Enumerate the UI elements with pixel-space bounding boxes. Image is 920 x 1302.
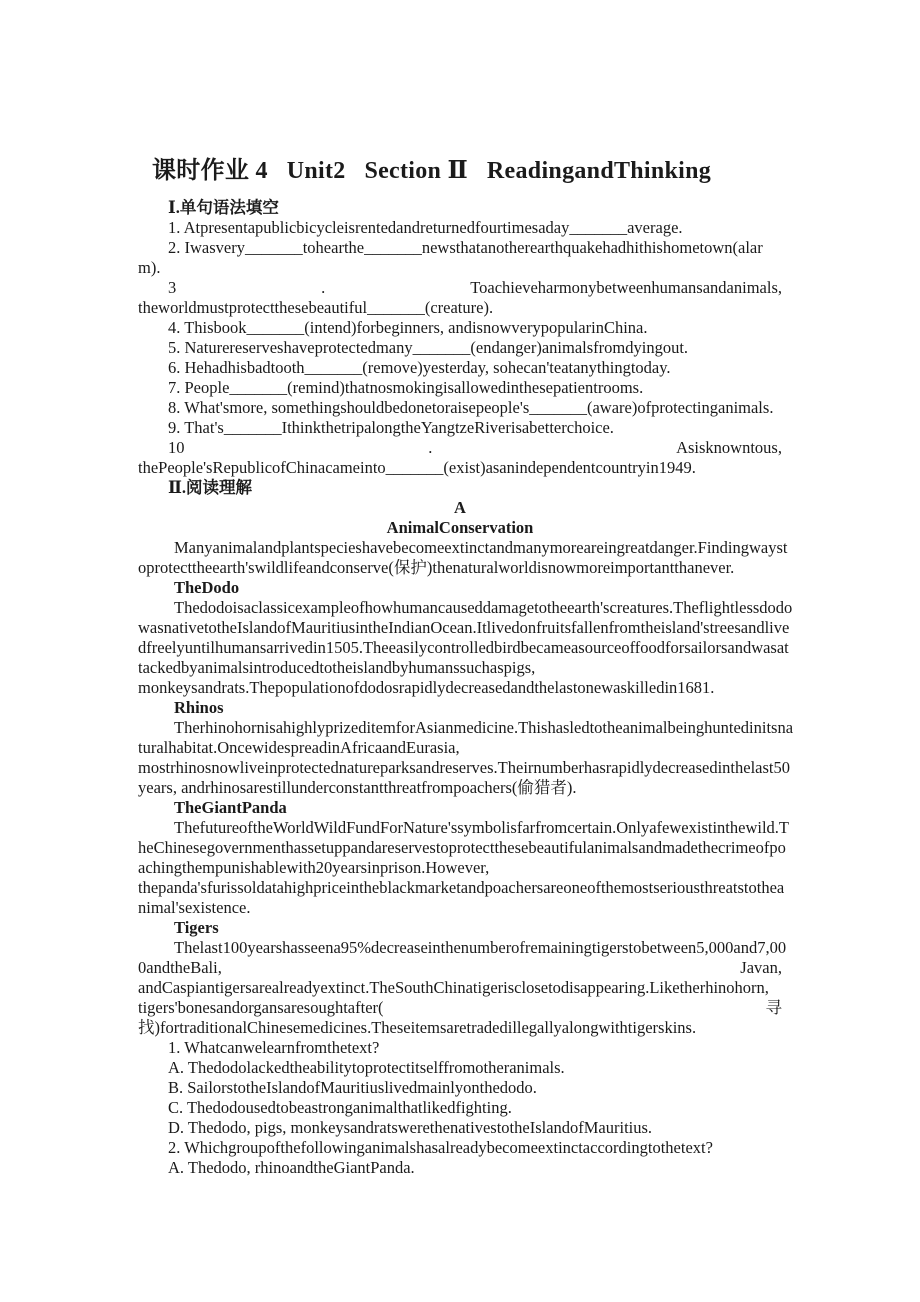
grammar-item-5: 5. Naturereserveshaveprotectedmany_______(endanger)animalsfromdyingout. bbox=[168, 338, 689, 357]
passage-line: Thelast100yearshasseena95%decreaseinthenumberofremainingtigerstobetween5,000and7,00 bbox=[174, 938, 787, 957]
passage-line: wasnativetotheIslandofMauritiusintheIndianOcean.Itlivedonfruitsfallenfromtheisland'streesandlive bbox=[138, 618, 790, 637]
grammar-item-3 bbox=[138, 278, 782, 298]
grammar-item-9: 9. That's_______IthinkthetripalongtheYangtzeRiverisabetterchoice. bbox=[168, 418, 614, 437]
question-1-option-a: A. Thedodolackedtheabilitytoprotectitselffromotheranimals. bbox=[168, 1058, 565, 1077]
passage-line: Thedodoisaclassicexampleofhowhumancauseddamagetotheearth'screatures.Theflightlessdodo bbox=[174, 598, 793, 617]
passage-label: A bbox=[454, 498, 466, 517]
subheading-the-dodo: TheDodo bbox=[174, 578, 240, 597]
grammar-item-8: 8. What'smore, somethingshouldbedonetoraisepeople's_______(aware)ofprotectinganimals. bbox=[168, 398, 774, 417]
grammar-section-heading: Ⅰ.单句语法填空 bbox=[168, 198, 279, 217]
question-1-option-d: D. Thedodo, pigs, monkeysandratswerethenativestotheIslandofMauritius. bbox=[168, 1118, 653, 1137]
passage-line: Manyanimalandplantspecieshavebecomeextinctandmanymoreareingreatdanger.Findingwayst bbox=[174, 538, 788, 557]
passage-line: monkeysandrats.Thepopulationofdodosrapidlydecreasedandthelastonewaskilledin1681. bbox=[138, 678, 715, 697]
grammar-item-10-cont: thePeople'sRepublicofChinacameinto_______(exist)asanindependentcountryin1949. bbox=[138, 458, 696, 477]
passage-line-justified bbox=[138, 958, 782, 978]
grammar-item-1: 1. Atpresentapublicbicycleisrentedandreturnedfourtimesaday_______average. bbox=[168, 218, 683, 237]
item-dot: . bbox=[321, 278, 326, 297]
sentence-fragment: 0andtheBali, bbox=[138, 958, 222, 977]
reading-section-heading: Ⅱ.阅读理解 bbox=[168, 478, 253, 497]
question-1-option-b: B. SailorstotheIslandofMauritiuslivedmainlyonthedodo. bbox=[168, 1078, 537, 1097]
sentence-fragment: tigers'bonesandorgansaresoughtafter( bbox=[138, 998, 384, 1017]
passage-line: andCaspiantigersarealreadyextinct.TheSouthChinatigerisclosetodisappearing.Liketherhinohorn, bbox=[138, 978, 769, 997]
question-1-option-c: C. Thedodousedtobeastronganimalthatlikedfighting. bbox=[168, 1098, 512, 1117]
sentence-fragment: 寻 bbox=[765, 998, 782, 1017]
passage-line: dfreelyuntilhumansarrivedin1505.Theeasilycontrolledbirdbecameasourceoffoodforsailorsandwasat bbox=[138, 638, 789, 657]
sentence-fragment: Toachieveharmonybetweenhumansandanimals, bbox=[470, 278, 782, 297]
passage-line: nimal'sexistence. bbox=[138, 898, 251, 917]
subheading-tigers: Tigers bbox=[174, 918, 219, 937]
grammar-item-2: 2. Iwasvery_______tohearthe_______newsthatanotherearthquakehadhithishometown(alar bbox=[168, 238, 763, 257]
passage-line: thepanda'sfurissoldatahighpriceintheblackmarketandpoachersareoneofthemostseriousthreatstothea bbox=[138, 878, 785, 897]
passage-line: heChinesegovernmenthassetuppandareservestoprotectthesebeautifulanimalsandmadethecrimeofpo bbox=[138, 838, 786, 857]
passage-line: years, andrhinosarestillunderconstantthreatfrompoachers(偷猎者). bbox=[138, 778, 577, 797]
item-dot: . bbox=[428, 438, 433, 457]
question-1: 1. Whatcanwelearnfromthetext? bbox=[168, 1038, 380, 1057]
passage-title: AnimalConservation bbox=[386, 518, 534, 537]
item-number: 10 bbox=[168, 438, 185, 457]
passage-line: oprotecttheearth'swildlifeandconserve(保护)thenaturalworldisnowmoreimportantthanever. bbox=[138, 558, 735, 577]
passage-line: mostrhinosnowliveinprotectednatureparksandreserves.Theirnumberhasrapidlydecreasedinthelast50 bbox=[138, 758, 790, 777]
worksheet-title: 课时作业 4 Unit2 Section Ⅱ ReadingandThinking bbox=[152, 158, 712, 184]
passage-line: ThefutureoftheWorldWildFundForNature'ssymbolisfarfromcertain.Onlyafewexistinthewild.T bbox=[174, 818, 789, 837]
grammar-item-7: 7. People_______(remind)thatnosmokingisallowedinthesepatientrooms. bbox=[168, 378, 644, 397]
question-2-option-a: A. Thedodo, rhinoandtheGiantPanda. bbox=[168, 1158, 415, 1177]
sentence-fragment: Javan, bbox=[740, 958, 782, 977]
grammar-item-10 bbox=[138, 438, 782, 458]
subheading-rhinos: Rhinos bbox=[174, 698, 224, 717]
passage-line: turalhabitat.OncewidespreadinAfricaandEurasia, bbox=[138, 738, 460, 757]
item-number: 3 bbox=[168, 278, 177, 297]
grammar-item-3-cont: theworldmustprotectthesebeautiful_______(creature). bbox=[138, 298, 494, 317]
passage-line: tackedbyanimalsintroducedtotheislandbyhumanssuchaspigs, bbox=[138, 658, 536, 677]
grammar-item-4: 4. Thisbook_______(intend)forbeginners, andisnowverypopularinChina. bbox=[168, 318, 648, 337]
grammar-item-2-cont: m). bbox=[138, 258, 161, 277]
passage-line: 找)fortraditionalChinesemedicines.Theseitemsaretradedillegallyalongwithtigerskins. bbox=[138, 1018, 697, 1037]
passage-line: achingthempunishablewith20yearsinprison.However, bbox=[138, 858, 490, 877]
subheading-the-giant-panda: TheGiantPanda bbox=[174, 798, 287, 817]
question-2: 2. Whichgroupofthefollowinganimalshasalreadybecomeextinctaccordingtothetext? bbox=[168, 1138, 713, 1157]
passage-line: TherhinohornisahighlyprizeditemforAsianmedicine.Thishasledtotheanimalbeinghuntedinitsna bbox=[174, 718, 794, 737]
passage-line-justified bbox=[138, 998, 782, 1018]
grammar-item-6: 6. Hehadhisbadtooth_______(remove)yesterday, sohecan'teatanythingtoday. bbox=[168, 358, 671, 377]
sentence-fragment: Asisknowntous, bbox=[676, 438, 782, 457]
